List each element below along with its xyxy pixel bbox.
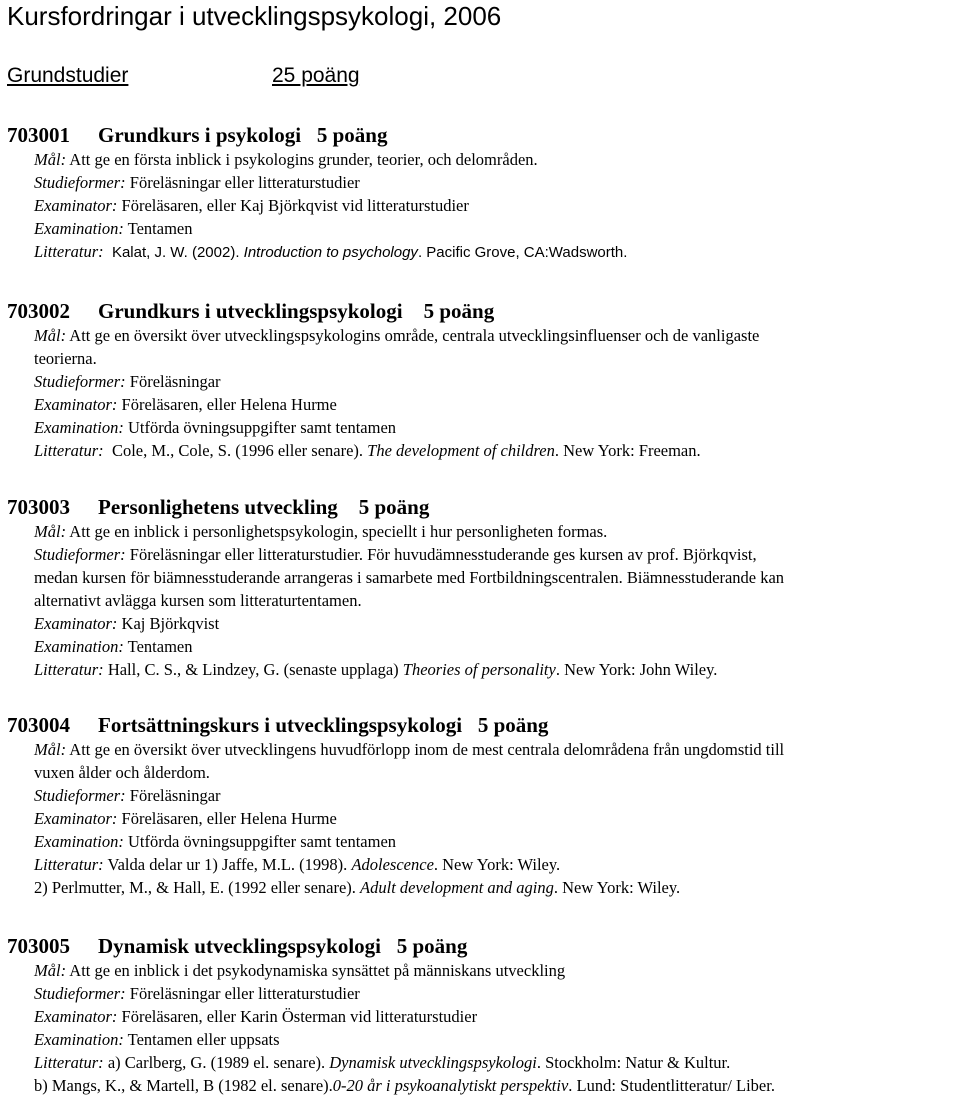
literature-title: Adolescence	[351, 855, 434, 874]
course-code: 703005	[7, 934, 70, 958]
examination-text: Tentamen	[127, 637, 193, 656]
examination-line	[34, 635, 957, 658]
examination-label: Examination:	[34, 1030, 124, 1049]
course-details	[7, 520, 957, 681]
examination-label: Examination:	[34, 219, 124, 238]
literature-title: The development of children	[367, 441, 555, 460]
examination-text: Tentamen eller uppsats	[127, 1030, 280, 1049]
examiner-line	[34, 194, 957, 217]
goal-text: Att ge en översikt över utvecklingspsykologins område, centrala utvecklingsinfluenser och de vanligaste	[69, 326, 760, 345]
goal-label: Mål:	[34, 522, 67, 541]
examiner-text: Föreläsaren, eller Helena Hurme	[121, 809, 337, 828]
course-details	[7, 738, 957, 899]
course-title	[7, 933, 957, 959]
literature-author: b) Mangs, K., & Martell, B (1982 el. senare).	[34, 1076, 333, 1095]
course-code: 703002	[7, 299, 70, 323]
course-points: 5 poäng	[423, 299, 495, 323]
literature-label: Litteratur:	[34, 660, 104, 679]
literature-title: 0-20 år i psykoanalytiskt perspektiv	[332, 1076, 569, 1095]
course-code: 703001	[7, 123, 70, 147]
goal-text: Att ge en översikt över utvecklingens huvudförlopp inom de mest centrala delområdena från ungdomstid till	[69, 740, 785, 759]
study-forms-text: Föreläsningar	[129, 372, 221, 391]
examination-text: Utförda övningsuppgifter samt tentamen	[127, 418, 397, 437]
literature-line	[34, 1051, 957, 1074]
goal-label: Mål:	[34, 740, 67, 759]
study-forms-line	[34, 982, 957, 1005]
course-703003	[7, 494, 957, 681]
literature-publisher: . New York: Freeman.	[554, 441, 701, 460]
course-points: 5 poäng	[316, 123, 388, 147]
literature-title: Adult development and aging	[360, 878, 554, 897]
literature-author: 2) Perlmutter, M., & Hall, E. (1992 eller senare).	[34, 878, 361, 897]
study-forms-label: Studieformer:	[34, 786, 126, 805]
literature-line-2	[34, 876, 957, 899]
course-name: Fortsättningskurs i utvecklingspsykologi	[98, 713, 463, 737]
goal-line	[34, 148, 957, 171]
study-forms-line	[34, 543, 957, 566]
course-703005	[7, 933, 957, 1097]
study-forms-text: Föreläsningar eller litteraturstudier	[129, 173, 360, 192]
course-name: Dynamisk utvecklingspsykologi	[98, 934, 381, 958]
study-forms-line	[34, 370, 957, 393]
study-forms-text: Föreläsningar eller litteraturstudier. För huvudämnesstuderande ges kursen av prof. Björkqvist,	[129, 545, 757, 564]
course-title	[7, 298, 957, 324]
course-name: Grundkurs i psykologi	[98, 123, 302, 147]
examiner-label: Examinator:	[34, 614, 118, 633]
study-forms-text: Föreläsningar	[129, 786, 221, 805]
course-name: Personlighetens utveckling	[98, 495, 338, 519]
course-details	[7, 148, 957, 264]
literature-label: Litteratur:	[34, 1053, 104, 1072]
literature-title: Theories of personality	[402, 660, 556, 679]
literature-title: Introduction to psychology	[243, 244, 418, 261]
examiner-line	[34, 1005, 957, 1028]
course-code: 703004	[7, 713, 70, 737]
literature-label: Litteratur:	[34, 441, 104, 460]
literature-publisher: . Pacific Grove, CA:Wadsworth.	[417, 244, 628, 261]
literature-title: Dynamisk utvecklingspsykologi	[329, 1053, 537, 1072]
course-title	[7, 494, 957, 520]
examiner-label: Examinator:	[34, 809, 118, 828]
examination-line	[34, 217, 957, 240]
examiner-line	[34, 807, 957, 830]
course-title	[7, 712, 957, 738]
goal-label: Mål:	[34, 961, 67, 980]
course-points: 5 poäng	[358, 495, 430, 519]
literature-line	[34, 439, 957, 462]
literature-author: Kalat, J. W. (2002).	[111, 244, 244, 261]
study-forms-cont-1: medan kursen för biämnesstuderande arrangeras i samarbete med Fortbildningscentralen. Biämnesstuderande kan	[34, 568, 785, 587]
examination-text: Tentamen	[127, 219, 193, 238]
goal-label: Mål:	[34, 326, 67, 345]
course-name: Grundkurs i utvecklingspsykologi	[98, 299, 403, 323]
course-703004	[7, 712, 957, 899]
study-forms-label: Studieformer:	[34, 984, 126, 1003]
literature-line	[34, 853, 957, 876]
goal-line	[34, 738, 957, 761]
literature-label: Litteratur:	[34, 855, 104, 874]
goal-line	[34, 959, 957, 982]
goal-line	[34, 520, 957, 543]
course-points: 5 poäng	[477, 713, 549, 737]
study-forms-label: Studieformer:	[34, 372, 126, 391]
study-forms-text: Föreläsningar eller litteraturstudier	[129, 984, 360, 1003]
literature-author: Cole, M., Cole, S. (1996 eller senare).	[111, 441, 368, 460]
study-forms-line	[34, 784, 957, 807]
examiner-text: Kaj Björkqvist	[121, 614, 220, 633]
literature-publisher: . Stockholm: Natur & Kultur.	[536, 1053, 731, 1072]
literature-author: a) Carlberg, G. (1989 el. senare).	[107, 1053, 330, 1072]
course-703002	[7, 298, 957, 462]
literature-author: Valda delar ur 1) Jaffe, M.L. (1998).	[107, 855, 352, 874]
course-703001	[7, 122, 957, 264]
examiner-text: Föreläsaren, eller Kaj Björkqvist vid litteraturstudier	[121, 196, 469, 215]
goal-label: Mål:	[34, 150, 67, 169]
examiner-text: Föreläsaren, eller Helena Hurme	[121, 395, 337, 414]
study-forms-line	[34, 171, 957, 194]
section-heading-right: 25 poäng	[272, 64, 360, 87]
goal-line-cont: vuxen ålder och ålderdom.	[34, 763, 210, 782]
examination-label: Examination:	[34, 418, 124, 437]
examiner-label: Examinator:	[34, 196, 118, 215]
course-points: 5 poäng	[396, 934, 468, 958]
study-forms-cont-2: alternativt avlägga kursen som litteraturtentamen.	[34, 591, 362, 610]
goal-line	[34, 324, 957, 347]
literature-label: Litteratur:	[34, 242, 104, 261]
literature-publisher: . Lund: Studentlitteratur/ Liber.	[568, 1076, 775, 1095]
examination-text: Utförda övningsuppgifter samt tentamen	[127, 832, 397, 851]
examination-line	[34, 1028, 957, 1051]
course-details	[7, 324, 957, 462]
literature-publisher: . New York: John Wiley.	[555, 660, 718, 679]
goal-text: Att ge en inblick i det psykodynamiska synsättet på människans utveckling	[69, 961, 566, 980]
goal-text: Att ge en inblick i personlighetspsykologin, speciellt i hur personligheten formas.	[69, 522, 608, 541]
examiner-line	[34, 393, 957, 416]
examination-label: Examination:	[34, 832, 124, 851]
literature-author: Hall, C. S., & Lindzey, G. (senaste upplaga)	[107, 660, 403, 679]
section-heading-left: Grundstudier	[7, 64, 129, 87]
study-forms-label: Studieformer:	[34, 173, 126, 192]
examination-line	[34, 830, 957, 853]
course-title	[7, 122, 957, 148]
examination-line	[34, 416, 957, 439]
course-code: 703003	[7, 495, 70, 519]
literature-publisher: . New York: Wiley.	[433, 855, 561, 874]
literature-line-2	[34, 1074, 957, 1097]
examiner-line	[34, 612, 957, 635]
examiner-label: Examinator:	[34, 395, 118, 414]
section-heading	[7, 62, 360, 90]
examination-label: Examination:	[34, 637, 124, 656]
document-title: Kursfordringar i utvecklingspsykologi, 2006	[7, 1, 502, 31]
study-forms-label: Studieformer:	[34, 545, 126, 564]
literature-line	[34, 240, 957, 264]
course-details	[7, 959, 957, 1097]
literature-publisher: . New York: Wiley.	[553, 878, 681, 897]
examiner-text: Föreläsaren, eller Karin Österman vid litteraturstudier	[121, 1007, 478, 1026]
goal-line-cont: teorierna.	[34, 349, 97, 368]
literature-line	[34, 658, 957, 681]
examiner-label: Examinator:	[34, 1007, 118, 1026]
goal-text: Att ge en första inblick i psykologins grunder, teorier, och delområden.	[69, 150, 538, 169]
